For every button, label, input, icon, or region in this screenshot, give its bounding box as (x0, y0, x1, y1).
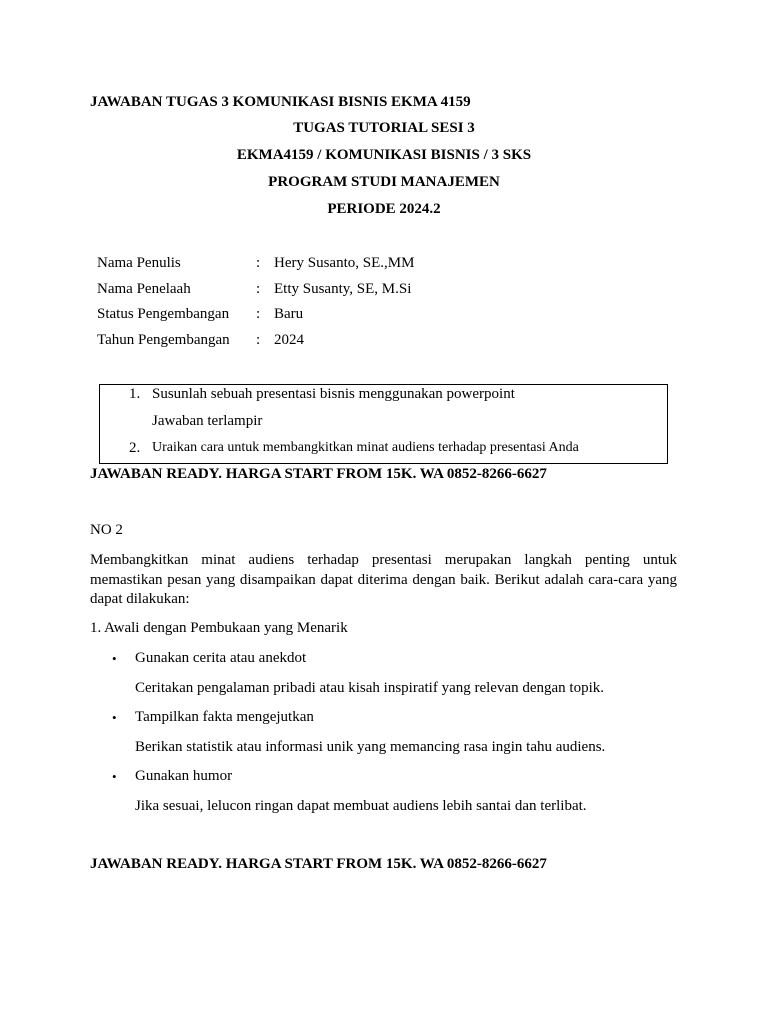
question-1-answer: Jawaban terlampir (152, 413, 263, 429)
section-1-heading: 1. Awali dengan Pembukaan yang Menarik (90, 620, 348, 636)
info-colon: : (256, 281, 261, 297)
info-row-reviewer (0, 281, 768, 301)
info-row-year (0, 332, 768, 352)
questions-box (99, 384, 668, 464)
bullet-description: Ceritakan pengalaman pribadi atau kisah inspiratif yang relevan dengan topik. (135, 680, 605, 696)
info-row-status (0, 306, 768, 326)
bullet-title: Gunakan cerita atau anekdot (135, 650, 307, 666)
info-colon: : (256, 255, 261, 271)
header-line-3: PROGRAM STUDI MANAJEMEN (268, 174, 500, 190)
bullet-title: Gunakan humor (135, 768, 233, 784)
bullet-mark: • (112, 651, 117, 666)
info-colon: : (256, 332, 261, 348)
info-label: Tahun Pengembangan (97, 332, 230, 348)
info-value: Hery Susanto, SE.,MM (274, 255, 415, 271)
bullet-title: Tampilkan fakta mengejutkan (135, 709, 314, 725)
bullet-mark: • (112, 710, 117, 725)
info-label: Status Pengembangan (97, 306, 230, 322)
bullet-mark: • (112, 769, 117, 784)
intro-paragraph: Membangkitkan minat audiens terhadap presentasi merupakan langkah penting untuk memastikan pesan yang disampaikan dapat diterima dengan baik. Berikut adalah cara-cara yang dapat dilakukan: (90, 552, 677, 607)
header-line-4: PERIODE 2024.2 (327, 201, 441, 217)
info-label: Nama Penulis (97, 255, 181, 271)
info-value: Etty Susanty, SE, M.Si (274, 281, 412, 297)
info-row-author (0, 255, 768, 275)
info-colon: : (256, 306, 261, 322)
question-number: 2. (129, 440, 141, 456)
header-line-1: TUGAS TUTORIAL SESI 3 (293, 120, 475, 136)
bullet-description: Jika sesuai, lelucon ringan dapat membuat audiens lebih santai dan terlibat. (135, 798, 587, 814)
info-label: Nama Penelaah (97, 281, 191, 297)
info-value: 2024 (274, 332, 304, 348)
promo-text-bottom: JAWABAN READY. HARGA START FROM 15K. WA 0852-8266-6627 (90, 856, 547, 872)
bullet-description: Berikan statistik atau informasi unik yang memancing rasa ingin tahu audiens. (135, 739, 606, 755)
question-1-text: Susunlah sebuah presentasi bisnis menggunakan powerpoint (152, 386, 515, 402)
question-number: 1. (129, 386, 141, 402)
info-value: Baru (274, 306, 304, 322)
section-heading: NO 2 (90, 522, 123, 538)
promo-text: JAWABAN READY. HARGA START FROM 15K. WA 0852-8266-6627 (90, 466, 547, 482)
header-line-2: EKMA4159 / KOMUNIKASI BISNIS / 3 SKS (236, 147, 532, 163)
question-2-text: Uraikan cara untuk membangkitkan minat audiens terhadap presentasi Anda (152, 440, 579, 455)
document-title: JAWABAN TUGAS 3 KOMUNIKASI BISNIS EKMA 4159 (90, 94, 471, 110)
